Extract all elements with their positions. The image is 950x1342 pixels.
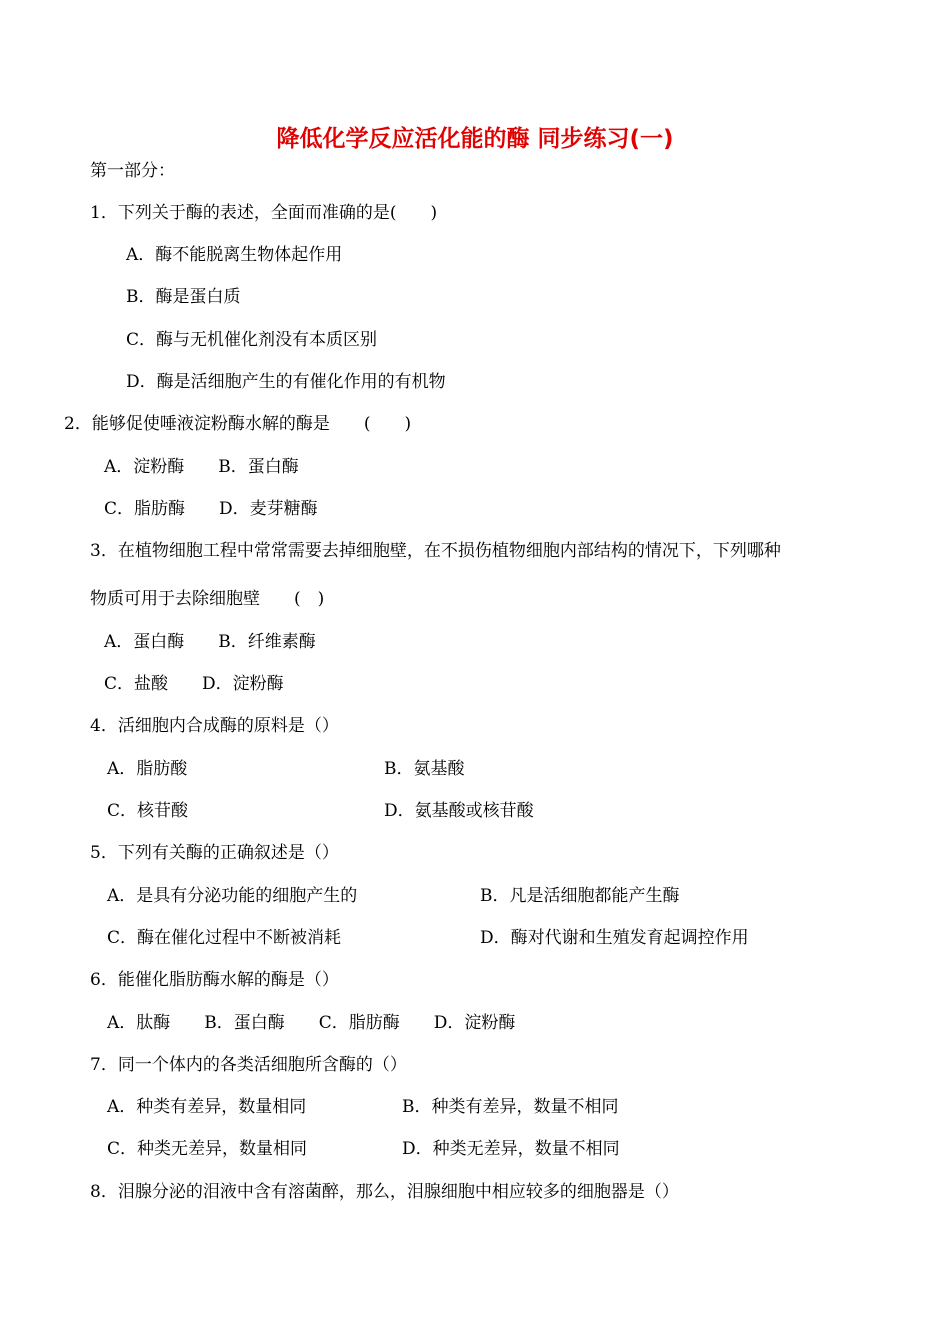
question-4-option-a: A．脂肪酸 — [107, 759, 188, 779]
question-5-option-d: D．酶对代谢和生殖发育起调控作用 — [480, 928, 749, 948]
question-3-options-cd: C．盐酸 D．淀粉酶 — [104, 674, 284, 694]
question-7-option-d: D．种类无差异，数量不相同 — [402, 1139, 620, 1159]
question-1-stem: 1．下列关于酶的表述，全面而准确的是( ) — [90, 203, 438, 223]
question-5-option-c: C．酶在催化过程中不断被消耗 — [107, 928, 342, 948]
question-5-option-a: A．是具有分泌功能的细胞产生的 — [107, 886, 358, 906]
question-1-option-d: D．酶是活细胞产生的有催化作用的有机物 — [126, 372, 446, 392]
question-3-stem-line-1: 3．在植物细胞工程中常常需要去掉细胞壁，在不损伤植物细胞内部结构的情况下，下列哪种 — [90, 541, 781, 561]
question-5-stem: 5．下列有关酶的正确叙述是（） — [90, 843, 339, 863]
question-6-options: A．肽酶 B．蛋白酶 C．脂肪酶 D．淀粉酶 — [107, 1013, 516, 1033]
question-7-option-b: B．种类有差异，数量不相同 — [402, 1097, 619, 1117]
question-1-option-a: A．酶不能脱离生物体起作用 — [126, 245, 343, 265]
question-4-stem: 4．活细胞内合成酶的原料是（） — [90, 716, 339, 736]
question-2-options-ab: A．淀粉酶 B．蛋白酶 — [104, 457, 299, 477]
question-5-option-b: B．凡是活细胞都能产生酶 — [480, 886, 680, 906]
question-7-option-a: A．种类有差异，数量相同 — [107, 1097, 307, 1117]
question-2-options-cd: C．脂肪酶 D．麦芽糖酶 — [104, 499, 318, 519]
question-1-option-b: B．酶是蛋白质 — [126, 287, 241, 307]
question-3-options-ab: A．蛋白酶 B．纤维素酶 — [104, 632, 316, 652]
question-7-option-c: C．种类无差异，数量相同 — [107, 1139, 308, 1159]
question-8-stem: 8．泪腺分泌的泪液中含有溶菌醉，那么，泪腺细胞中相应较多的细胞器是（） — [90, 1182, 679, 1202]
question-4-option-c: C．核苷酸 — [107, 801, 189, 821]
question-2-stem: 2．能够促使唾液淀粉酶水解的酶是 ( ) — [64, 414, 412, 434]
question-4-option-d: D．氨基酸或核苷酸 — [384, 801, 534, 821]
question-6-stem: 6．能催化脂肪酶水解的酶是（） — [90, 970, 339, 990]
question-7-stem: 7．同一个体内的各类活细胞所含酶的（） — [90, 1055, 407, 1075]
section-heading: 第一部分： — [90, 161, 175, 181]
question-1-option-c: C．酶与无机催化剂没有本质区别 — [126, 330, 378, 350]
question-3-stem-line-2: 物质可用于去除细胞壁 ( ) — [90, 589, 325, 609]
page-title: 降低化学反应活化能的酶 同步练习(一) — [276, 126, 674, 152]
question-4-option-b: B．氨基酸 — [384, 759, 465, 779]
